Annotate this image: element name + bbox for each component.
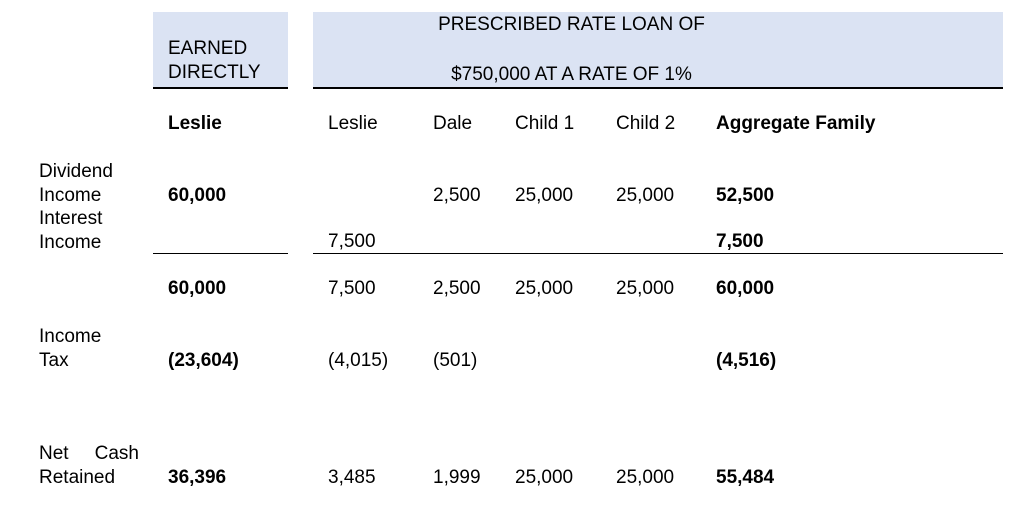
dividend-leslie-direct: 60,000 (168, 185, 227, 206)
col-child2: Child 2 (616, 113, 676, 134)
net-child1: 25,000 (515, 467, 574, 488)
tax-dale: (501) (433, 350, 478, 371)
earned-header-rule (153, 87, 288, 89)
row-label-interest-line1: Interest (39, 208, 103, 229)
row-label-tax-line2: Tax (39, 350, 69, 371)
net-child2: 25,000 (616, 467, 675, 488)
row-label-dividend-line1: Dividend (39, 161, 113, 182)
row-label-tax-line1: Income (39, 326, 102, 347)
loan-header-rule (313, 87, 1003, 89)
col-child1: Child 1 (515, 113, 575, 134)
total-child2: 25,000 (616, 278, 675, 299)
total-leslie: 7,500 (328, 278, 376, 299)
total-child1: 25,000 (515, 278, 574, 299)
interest-underline-loan (313, 253, 1003, 254)
row-label-net-line2: Retained (39, 467, 116, 488)
interest-underline (153, 253, 288, 254)
total-aggregate: 60,000 (716, 278, 775, 299)
tax-leslie: (4,015) (328, 350, 389, 371)
col-leslie-direct: Leslie (168, 113, 222, 134)
loan-header-line2: $750,000 AT A RATE OF 1% (451, 64, 692, 85)
row-label-dividend (39, 160, 113, 208)
col-leslie: Leslie (328, 113, 378, 134)
total-dale: 2,500 (433, 278, 481, 299)
tax-leslie-direct: (23,604) (168, 350, 239, 371)
row-label-interest-line2: Income (39, 232, 102, 253)
dividend-child1: 25,000 (515, 185, 574, 206)
interest-leslie: 7,500 (328, 231, 376, 252)
dividend-aggregate: 52,500 (716, 185, 775, 206)
row-label-interest (39, 207, 102, 255)
net-leslie: 3,485 (328, 467, 376, 488)
total-leslie-direct: 60,000 (168, 278, 227, 299)
row-label-tax (39, 325, 101, 373)
dividend-child2: 25,000 (616, 185, 675, 206)
net-leslie-direct: 36,396 (168, 467, 227, 488)
row-label-dividend-line2: Income (39, 185, 102, 206)
tax-aggregate: (4,516) (716, 350, 777, 371)
earned-directly-line1: EARNED (168, 38, 248, 59)
loan-header-line1: PRESCRIBED RATE LOAN OF (438, 14, 705, 35)
interest-aggregate: 7,500 (716, 231, 764, 252)
col-dale: Dale (433, 113, 473, 134)
dividend-dale: 2,500 (433, 185, 481, 206)
row-label-net-line1: Net Cash (39, 443, 139, 464)
earned-directly-line2: DIRECTLY (168, 62, 261, 83)
col-aggregate: Aggregate Family (716, 113, 876, 134)
net-dale: 1,999 (433, 467, 481, 488)
net-aggregate: 55,484 (716, 467, 775, 488)
row-label-net (39, 442, 139, 490)
